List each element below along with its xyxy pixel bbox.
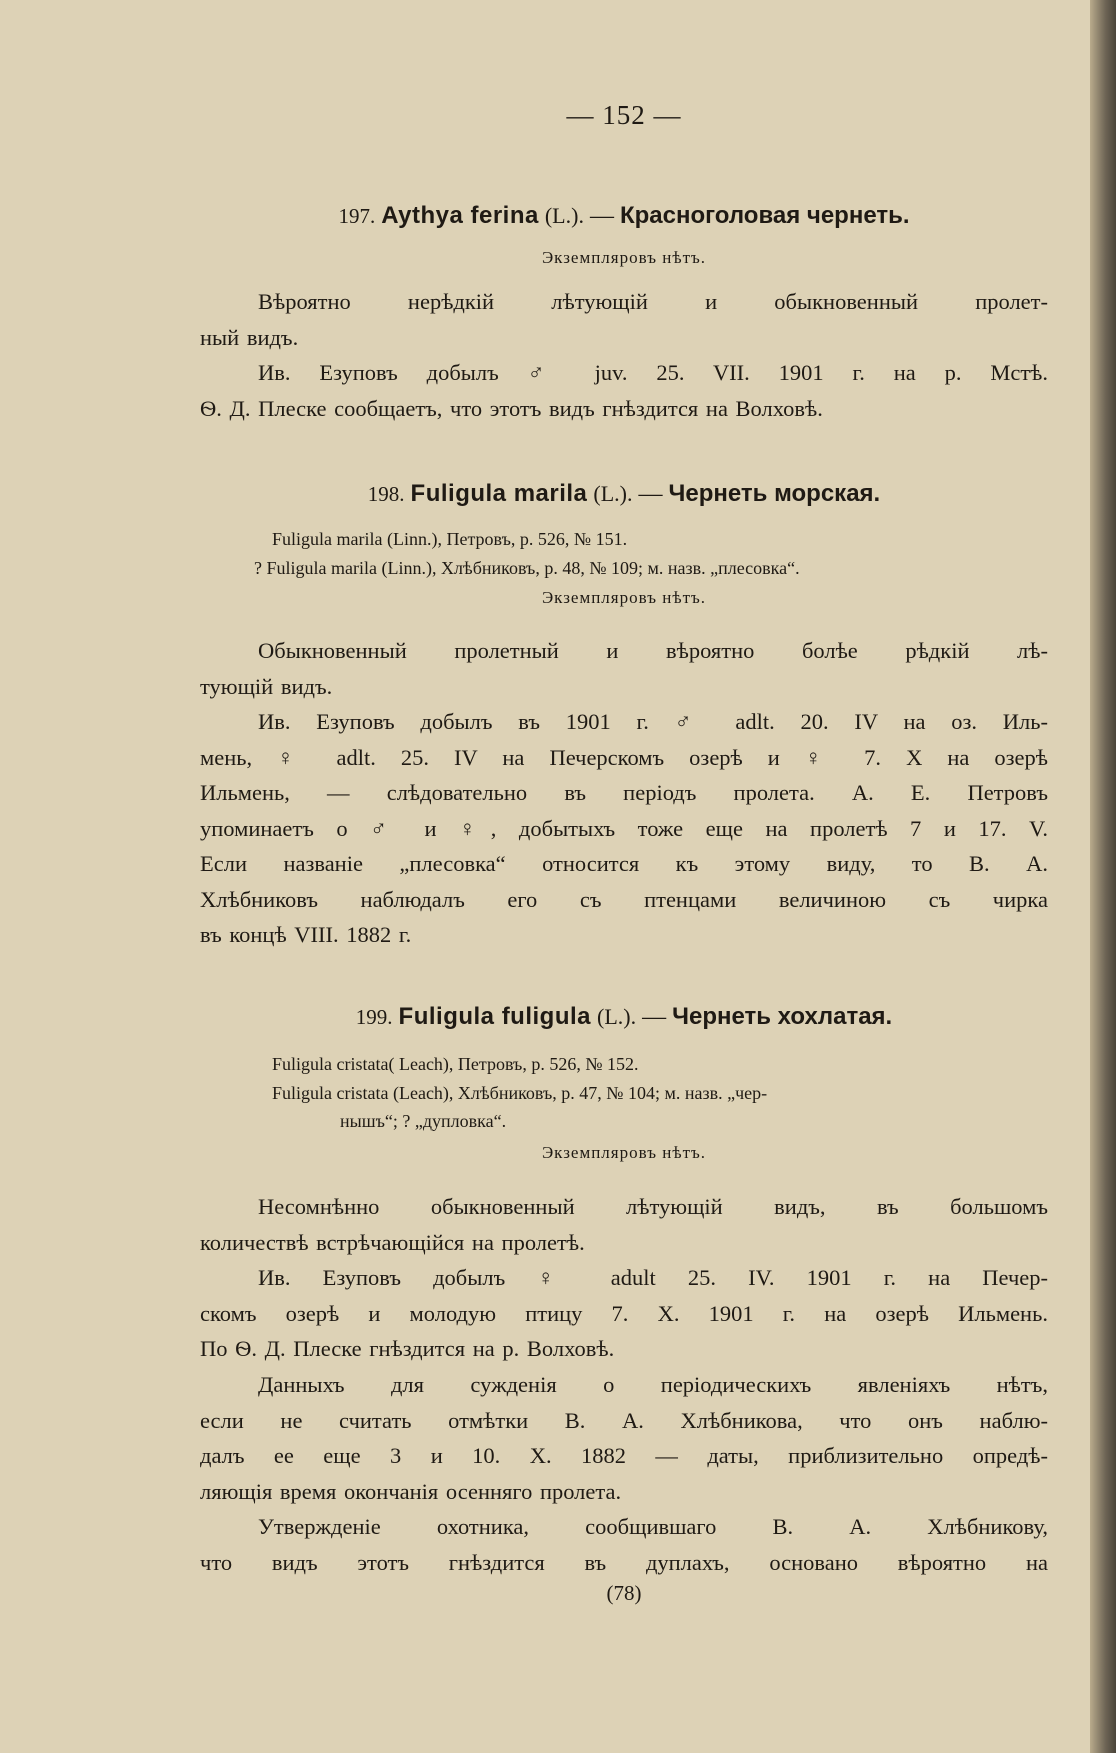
text-line: Ив. Езуповъ добылъ ♂ juv. 25. VII. 1901 г. на р. Мстѣ. [258, 360, 1048, 385]
specimens-note: Экземпляровъ нѣтъ. [541, 248, 707, 267]
text-line: если не считать отмѣтки В. А. Хлѣбникова, что онъ наблю- [200, 1407, 1048, 1433]
paragraph [200, 1367, 1048, 1509]
author: (L.). [597, 1004, 637, 1029]
entry-heading-197 [200, 202, 1048, 230]
text-line: количествѣ встрѣчающійся на пролетѣ. [200, 1229, 585, 1255]
entry-heading-198 [200, 480, 1048, 508]
text-line: Несомнѣнно обыкновенный лѣтующій видъ, въ большомъ [258, 1194, 1048, 1219]
paragraph [200, 355, 1048, 426]
text-line: мень, ♀ adlt. 25. IV на Печерскомъ озерѣ и ♀ 7. X на озерѣ [200, 744, 1048, 770]
text-line: скомъ озерѣ и молодую птицу 7. X. 1901 г. на озерѣ Ильмень. [200, 1300, 1048, 1326]
text-line: ляющія время окончанія осенняго пролета. [200, 1478, 622, 1504]
synonym-line: ? Fuligula marila (Linn.), Хлѣбниковъ, р. 48, № 109; м. назв. „плесовка“. [254, 558, 800, 578]
specimens-note: Экземпляровъ нѣтъ. [541, 1143, 707, 1162]
entry-heading-199 [200, 1003, 1048, 1031]
text-line: Хлѣбниковъ наблюдалъ его съ птенцами величиною съ чирка [200, 886, 1048, 912]
text-line: Вѣроятно нерѣдкій лѣтующій и обыкновенный пролет- [258, 289, 1048, 314]
text-line: Если названіе „плесовка“ относится къ этому виду, то В. А. [200, 851, 1048, 876]
latin-name: Aythya ferina [381, 202, 539, 229]
text-line: что видъ этотъ гнѣздится въ дуплахъ, основано вѣроятно на [200, 1549, 1048, 1575]
specimens-note: Экземпляровъ нѣтъ. [541, 588, 707, 607]
book-spine-shadow [1090, 0, 1116, 1753]
synonym-line: нышъ“; ? „дупловка“. [340, 1111, 507, 1131]
russian-name: Чернеть хохлатая. [672, 1003, 893, 1030]
latin-name: Fuligula marila [410, 480, 588, 507]
paragraph [200, 1189, 1048, 1260]
text-line: Ив. Езуповъ добылъ ♀ adult 25. IV. 1901 г. на Печер- [258, 1265, 1048, 1290]
paragraph [200, 633, 1048, 704]
text-line: далъ ее еще 3 и 10. X. 1882 — даты, приблизительно опредѣ- [200, 1443, 1048, 1468]
latin-name: Fuligula fuligula [398, 1003, 592, 1030]
footer-signature: (78) [606, 1581, 642, 1605]
text-line: По Ѳ. Д. Плеске гнѣздится на р. Волховѣ. [200, 1336, 615, 1361]
entry-number: 198. [367, 482, 405, 506]
entry-number: 199. [355, 1005, 393, 1029]
russian-name: Чернеть морская. [668, 480, 881, 507]
russian-name: Красноголовая чернеть. [619, 202, 910, 229]
author: (L.). [593, 481, 633, 506]
text-line: Утвержденіе охотника, сообщившаго В. А. Хлѣбникову, [258, 1514, 1048, 1539]
synonym-line: Fuligula cristata (Leach), Хлѣбниковъ, р. 47, № 104; м. назв. „чер- [272, 1083, 768, 1103]
paragraph [200, 704, 1048, 953]
text-line: Ив. Езуповъ добылъ въ 1901 г. ♂ adlt. 20. IV на оз. Иль- [258, 709, 1048, 734]
dash: — [589, 203, 614, 229]
page-number: — 152 — [566, 100, 682, 130]
text-line: въ концѣ VIII. 1882 г. [200, 922, 412, 947]
dash: — [638, 481, 663, 507]
text-line: Ѳ. Д. Плеске сообщаетъ, что этотъ видъ гнѣздится на Волховѣ. [200, 395, 823, 421]
text-line: Обыкновенный пролетный и вѣроятно болѣе рѣдкій лѣ- [258, 638, 1048, 663]
text-line: ный видъ. [200, 324, 299, 350]
paragraph [200, 1509, 1048, 1580]
entry-number: 197. [338, 204, 376, 228]
text-line: Данныхъ для сужденія о періодическихъ явленіяхъ нѣтъ, [258, 1372, 1048, 1397]
synonym-line: Fuligula marila (Linn.), Петровъ, р. 526, № 151. [272, 529, 628, 549]
paragraph [200, 284, 1048, 355]
text-line: Ильмень, — слѣдовательно въ періодъ пролета. А. Е. Петровъ [200, 780, 1048, 805]
dash: — [642, 1004, 667, 1030]
synonym-line: Fuligula cristata( Leach), Петровъ, р. 526, № 152. [272, 1054, 639, 1074]
paragraph [200, 1260, 1048, 1367]
text-line: тующій видъ. [200, 673, 333, 699]
author: (L.). [544, 203, 584, 228]
text-line: упоминаетъ о ♂ и ♀, добытыхъ тоже еще на пролетѣ 7 и 17. V. [200, 815, 1048, 841]
